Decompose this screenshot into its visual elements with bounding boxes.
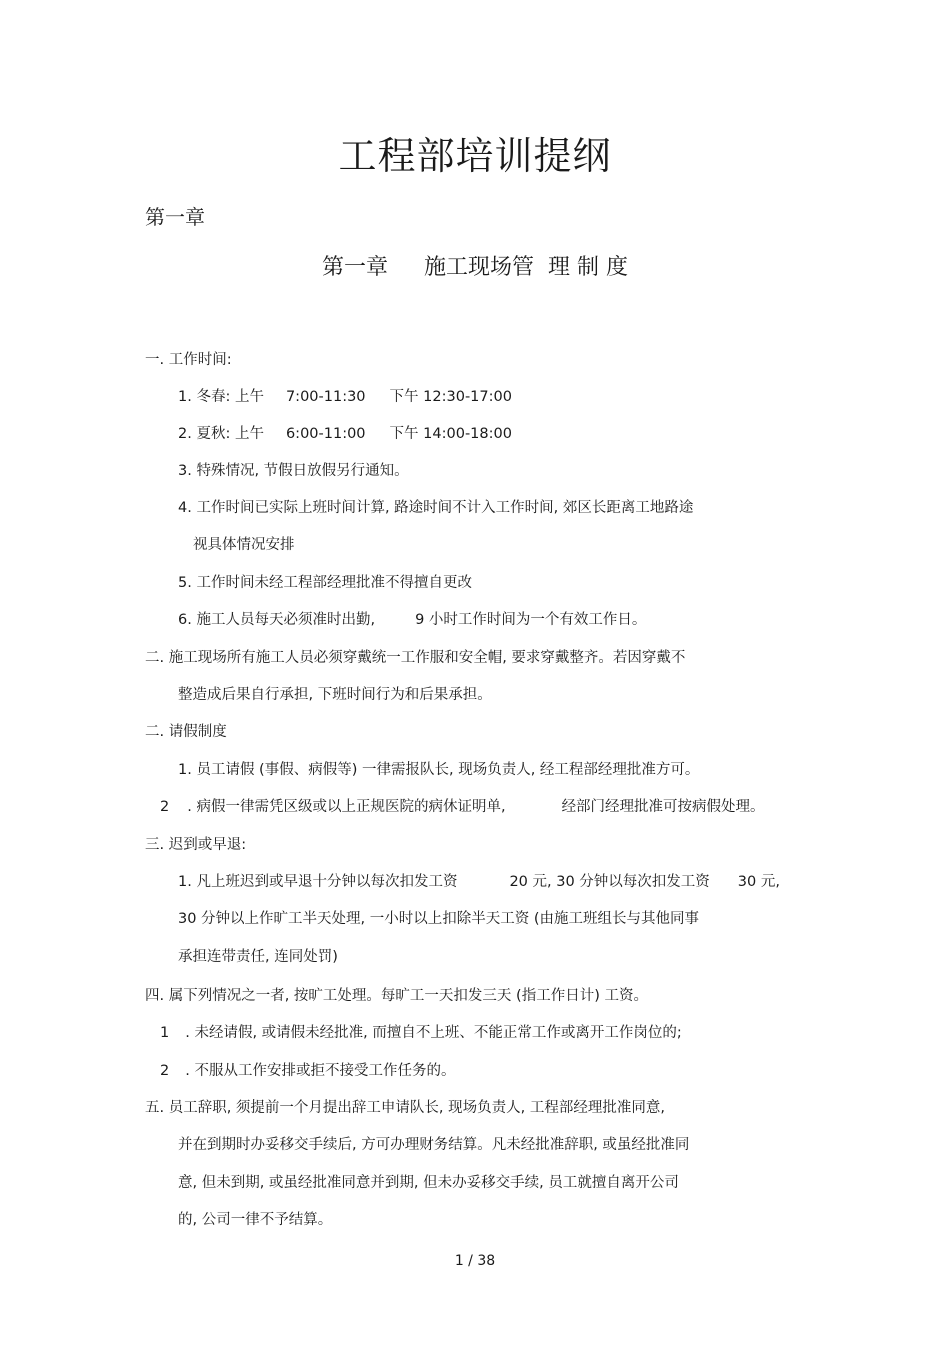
section-resignation-cont3: 的, 公司一律不予结算。: [178, 1212, 333, 1228]
work-hours-item-4: 4. 工作时间已实际上班时间计算, 路途时间不计入工作时间, 郊区长距离工地路途: [178, 500, 694, 516]
section-uniform: 二. 施工现场所有施工人员必须穿戴统一工作服和安全帽, 要求穿戴整齐。若因穿戴不: [145, 650, 686, 666]
section-uniform-cont: 整造成后果自行承担, 下班时间行为和后果承担。: [178, 687, 492, 703]
leave-item-1: 1. 员工请假 (事假、病假等) 一律需报队长, 现场负责人, 经工程部经理批准方可。: [178, 762, 700, 778]
item-text: 经部门经理批准可按病假处理。: [561, 799, 765, 815]
work-hours-item-3: 3. 特殊情况, 节假日放假另行通知。: [178, 463, 409, 479]
page-number: 1 / 38: [454, 1253, 496, 1269]
item-text: . 不服从工作安排或拒不接受工作任务的。: [185, 1063, 456, 1079]
section-work-hours: 一. 工作时间:: [145, 352, 232, 368]
section-leave: 二. 请假制度: [145, 724, 227, 740]
item-text: . 病假一律需凭区级或以上正规医院的病休证明单,: [187, 799, 506, 815]
item-time: 下午 14:00-18:00: [389, 426, 512, 442]
section-absence: 四. 属下列情况之一者, 按旷工处理。每旷工一天扣发三天 (指工作日计) 工资。: [145, 988, 648, 1004]
item-time: 6:00-11:00: [285, 426, 366, 442]
item-text: 20 元, 30 分钟以每次扣发工资: [509, 874, 710, 890]
section-heading-title-b: 理 制 度: [548, 255, 629, 280]
section-resignation-cont2: 意, 但未到期, 或虽经批准同意并到期, 但未办妥移交手续, 员工就擅自离开公司: [178, 1175, 679, 1191]
work-hours-item-6: [178, 610, 646, 630]
item-text: 1. 冬春: 上午: [178, 389, 264, 405]
work-hours-item-5: 5. 工作时间未经工程部经理批准不得擅自更改: [178, 575, 472, 591]
work-hours-item-1: [178, 387, 512, 407]
item-number: 1: [160, 1025, 170, 1041]
absence-item-1: [160, 1023, 682, 1043]
item-text: . 未经请假, 或请假未经批准, 而擅自不上班、不能正常工作或离开工作岗位的;: [185, 1025, 682, 1041]
item-number: 2: [160, 799, 170, 815]
section-late-early: 三. 迟到或早退:: [145, 837, 247, 853]
document-title: 工程部培训提纲: [338, 134, 612, 178]
section-heading: [0, 253, 950, 283]
section-resignation-cont: 并在到期时办妥移交手续后, 方可办理财务结算。凡未经批准辞职, 或虽经批准同: [178, 1137, 690, 1153]
item-text: 2. 夏秋: 上午: [178, 426, 264, 442]
late-item-1-cont: 30 分钟以上作旷工半天处理, 一小时以上扣除半天工资 (由施工班组长与其他同事: [178, 911, 700, 927]
section-heading-chapter: 第一章: [321, 255, 388, 280]
absence-item-2: [160, 1061, 455, 1081]
item-time: 下午 12:30-17:00: [389, 389, 512, 405]
item-text: 6. 施工人员每天必须准时出勤,: [178, 612, 376, 628]
section-resignation: 五. 员工辞职, 须提前一个月提出辞工申请队长, 现场负责人, 工程部经理批准同意,: [145, 1100, 665, 1116]
item-text: 9 小时工作时间为一个有效工作日。: [415, 612, 647, 628]
item-number: 2: [160, 1063, 170, 1079]
work-hours-item-2: [178, 424, 512, 444]
late-item-1: [178, 872, 780, 892]
item-time: 7:00-11:30: [285, 389, 366, 405]
item-text: 30 元,: [737, 874, 780, 890]
chapter-label: 第一章: [145, 205, 205, 229]
section-heading-title-a: 施工现场管: [424, 255, 535, 280]
late-item-1-cont2: 承担连带责任, 连同处罚): [178, 949, 338, 965]
leave-item-2: [160, 797, 765, 817]
work-hours-item-4-cont: 视具体情况安排: [193, 537, 295, 553]
item-text: 1. 凡上班迟到或早退十分钟以每次扣发工资: [178, 874, 458, 890]
